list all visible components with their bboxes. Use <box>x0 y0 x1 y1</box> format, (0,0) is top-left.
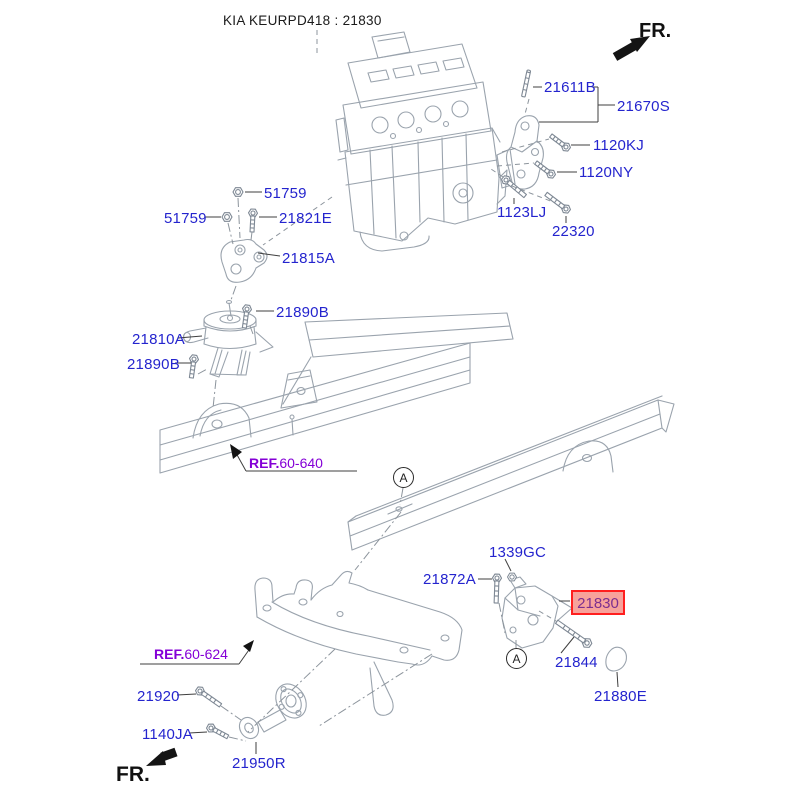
engine-mount-21810a-illustration <box>184 301 274 378</box>
page-title: KIA KEURPD418 : 21830 <box>223 13 382 28</box>
ref-prefix: REF. <box>249 455 280 471</box>
crossmember-illustration <box>255 571 462 715</box>
part-label-1120kj[interactable]: 1120KJ <box>593 137 644 154</box>
part-label-51759-left[interactable]: 51759 <box>164 210 207 227</box>
highlighted-part-label-21830[interactable]: 21830 <box>571 590 625 615</box>
part-label-21821e[interactable]: 21821E <box>279 210 332 227</box>
part-label-21950r[interactable]: 21950R <box>232 755 286 772</box>
part-label-22320[interactable]: 22320 <box>552 223 595 240</box>
part-label-21920[interactable]: 21920 <box>137 688 180 705</box>
ref-arrowheads <box>230 444 254 652</box>
bolt-1120ny-icon <box>533 159 557 180</box>
part-label-21880e[interactable]: 21880E <box>594 688 647 705</box>
section-marker-a-upper[interactable]: A <box>393 467 414 488</box>
part-label-21810a[interactable]: 21810A <box>132 331 185 348</box>
part-label-1339gc[interactable]: 1339GC <box>489 544 547 561</box>
fr-indicator-bottom: FR. <box>116 763 150 786</box>
frame-member-illustration <box>160 313 513 473</box>
ref-prefix: REF. <box>154 646 185 662</box>
part-label-1140ja[interactable]: 1140JA <box>142 726 193 743</box>
bolt-21821e-icon <box>248 209 258 232</box>
fr-indicator-top: FR. <box>639 20 672 42</box>
fr-arrow-bottom-icon <box>146 751 176 766</box>
part-label-21890b-top[interactable]: 21890B <box>276 304 329 321</box>
part-label-1120ny[interactable]: 1120NY <box>579 164 634 181</box>
part-label-51759-top[interactable]: 51759 <box>264 185 307 202</box>
roll-rod-21950r-illustration <box>236 678 313 742</box>
nut-51759-left-icon <box>222 213 232 222</box>
part-label-1123lj[interactable]: 1123LJ <box>497 204 547 221</box>
ref-callout-60-624[interactable] <box>154 646 228 662</box>
nut-1339gc-icon <box>508 573 517 581</box>
part-label-21670s[interactable]: 21670S <box>617 98 670 115</box>
part-label-21815a[interactable]: 21815A <box>282 250 335 267</box>
alignment-lines <box>198 30 556 741</box>
bolt-22320-icon <box>543 190 571 215</box>
bolt-21890b-top-icon <box>240 305 252 329</box>
bolt-1120kj-icon <box>548 132 572 153</box>
bracket-21815a-illustration <box>221 240 267 283</box>
transmission-mount-21830-illustration <box>502 577 572 648</box>
bolt-21920-icon <box>194 685 223 709</box>
bolt-21844-icon <box>554 618 593 650</box>
bolt-21872a-icon <box>492 574 502 603</box>
section-marker-a-lower[interactable]: A <box>506 648 527 669</box>
bolt-21890b-bottom-icon <box>187 355 199 379</box>
gasket-21880e-illustration <box>606 647 627 671</box>
part-label-21890b-bottom[interactable]: 21890B <box>127 356 180 373</box>
part-label-21844[interactable]: 21844 <box>555 654 598 671</box>
part-label-21611b[interactable]: 21611B <box>544 79 596 96</box>
bolt-1140ja-icon <box>205 722 229 741</box>
stud-21611b-icon <box>522 70 531 97</box>
ref-code: 60-624 <box>184 646 228 662</box>
nut-51759-top-icon <box>233 188 243 197</box>
engine-illustration <box>336 32 507 251</box>
part-label-21872a[interactable]: 21872A <box>423 571 476 588</box>
ref-code: 60-640 <box>279 455 323 471</box>
ref-callout-60-640[interactable] <box>249 455 323 471</box>
